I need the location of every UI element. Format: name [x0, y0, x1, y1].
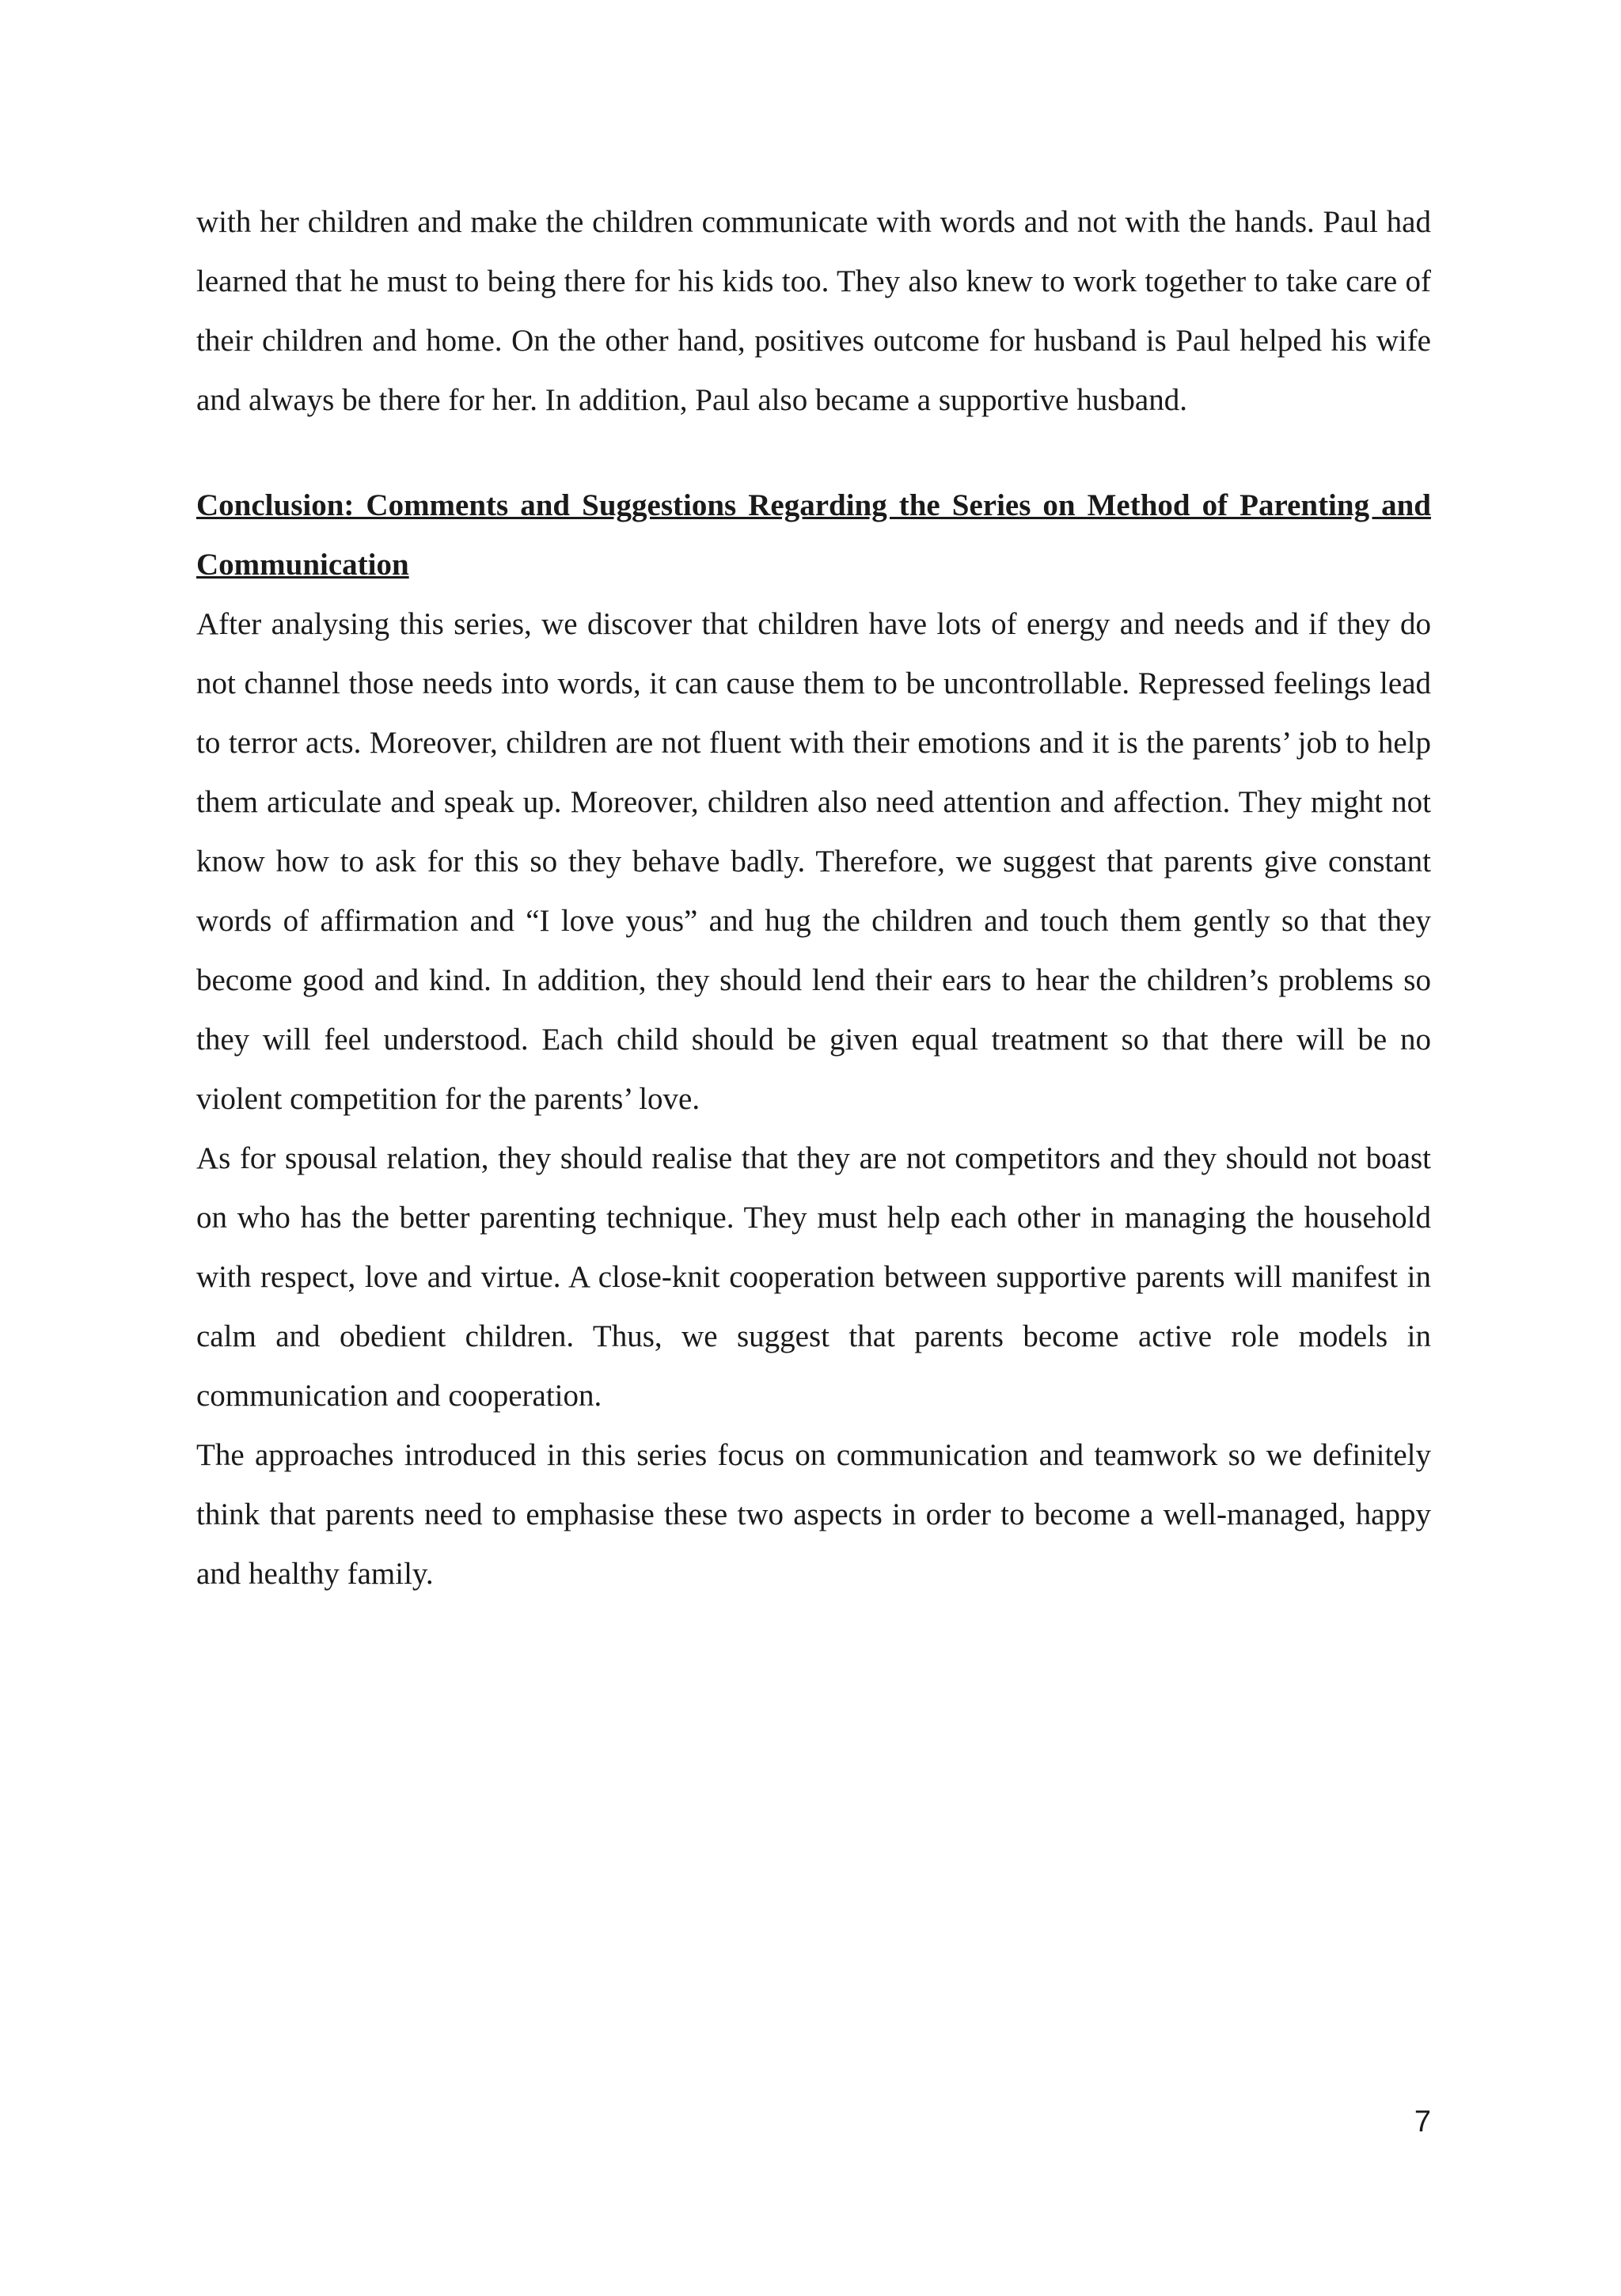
page-content: [196, 192, 1431, 1603]
body-paragraph-2: As for spousal relation, they should realise that they are not competitors and they should not boast on who has the better parenting technique. They must help each other in managing the household with respect, love and virtue. A close-knit cooperation between supportive parents will manifest in calm and obedient children. Thus, we suggest that parents become active role models in communication and cooperation.: [196, 1141, 1431, 1413]
body-paragraph-1: After analysing this series, we discover that children have lots of energy and needs and if they do not channel those needs into words, it can cause them to be uncontrollable. Repressed feelings lead to terror acts. Moreover, children are not fluent with their emotions and it is the parents’ job to help them articulate and speak up. Moreover, children also need attention and affection. They might not know how to ask for this so they behave badly. Therefore, we suggest that parents give constant words of affirmation and “I love yous” and hug the children and touch them gently so that they become good and kind. In addition, they should lend their ears to hear the children’s problems so they will feel understood. Each child should be given equal treatment so that there will be no violent competition for the parents’ love.: [196, 607, 1431, 1116]
section-heading: Conclusion: Comments and Suggestions Regarding the Series on Method of Parenting and Communication: [196, 488, 1431, 582]
page-number: 7: [1414, 2105, 1431, 2139]
body-paragraph-3: The approaches introduced in this series focus on communication and teamwork so we definitely think that parents need to emphasise these two aspects in order to become a well-managed, happy and healthy family.: [196, 1438, 1431, 1591]
intro-paragraph: with her children and make the children communicate with words and not with the hands. Paul had learned that he must to being there for his kids too. They also knew to work together to take care of their children and home. On the other hand, positives outcome for husband is Paul helped his wife and always be there for her. In addition, Paul also became a supportive husband.: [196, 205, 1431, 417]
